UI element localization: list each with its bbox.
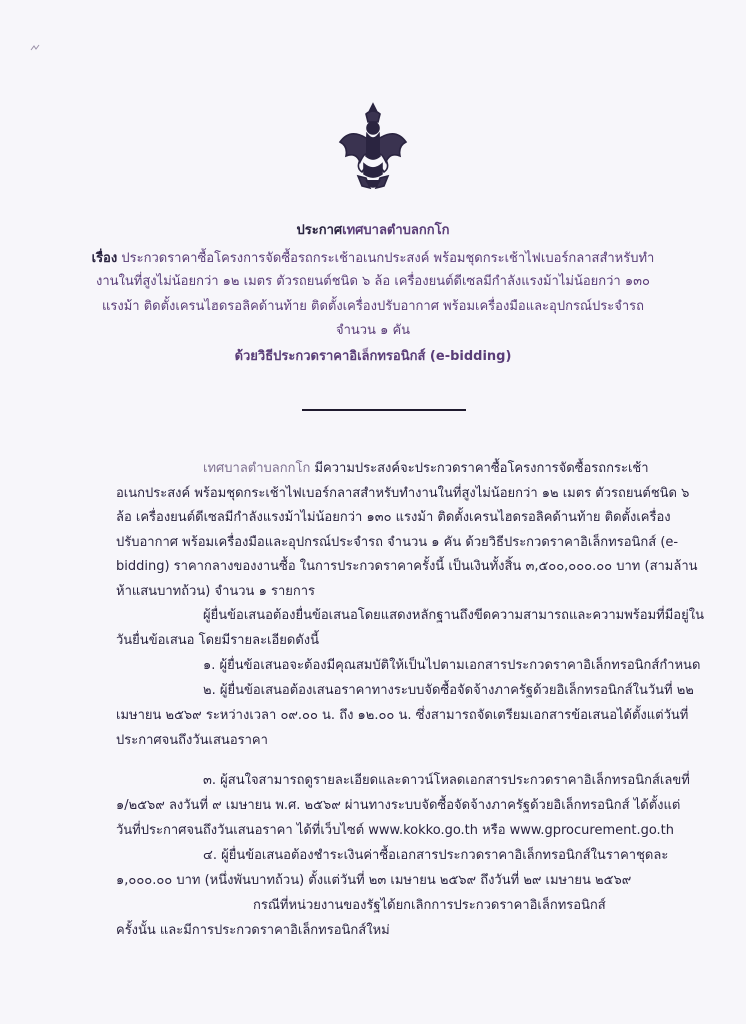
subject-line-3: แรงม้า ติดตั้งเครนไฮดรอลิคด้านท้าย ติดตั้งเครื่องปรับอากาศ พร้อมเครื่องมือและอุปกรณ์ประจำรถ bbox=[102, 299, 644, 314]
item-3-line-3: วันที่ประกาศจนถึงวันเสนอราคา ได้ที่เว็บไซต์ www.kokko.go.th หรือ www.gprocurement.go.th bbox=[116, 823, 675, 838]
item-3-line-2: ๑/๒๕๖๙ ลงวันที่ ๙ เมษายน พ.ศ. ๒๕๖๙ ผ่านทางระบบจัดซื้อจัดจ้างภาครัฐด้วยอิเล็กทรอนิกส์ ได้ตั้งแต่ bbox=[116, 798, 681, 813]
intro-line-1: เทศบาลตำบลกกโก มีความประสงค์จะประกวดราคาซื้อโครงการจัดซื้อรถกระเช้า bbox=[203, 461, 649, 476]
qualification-line-1: ผู้ยื่นข้อเสนอต้องยื่นข้อเสนอโดยแสดงหลักฐานถึงขีดความสามารถและความพร้อมที่มีอยู่ใน bbox=[203, 608, 704, 623]
subject-line-4: จำนวน ๑ คัน bbox=[335, 323, 411, 338]
intro-line-5: bidding) ราคากลางของงานซื้อ ในการประกวดราคาครั้งนี้ เป็นเงินทั้งสิ้น ๓,๕๐๐,๐๐๐.๐๐ บาท (สามล้าน bbox=[116, 559, 698, 574]
closing-line-2: ครั้งนั้น และมีการประกวดราคาอิเล็กทรอนิกส์ใหม่ bbox=[116, 923, 390, 938]
subject-label: เรื่อง bbox=[91, 251, 118, 266]
item-4-line-2: ๑,๐๐๐.๐๐ บาท (หนึ่งพันบาทถ้วน) ตั้งแต่วันที่ ๒๓ เมษายน ๒๕๖๙ ถึงวันที่ ๒๙ เมษายน ๒๕๖๙ bbox=[116, 873, 632, 888]
closing-line-1: กรณีที่หน่วยงานของรัฐได้ยกเลิกการประกวดราคาอิเล็กทรอนิกส์ bbox=[253, 898, 606, 913]
announcement-org: เทศบาลตำบลกกโก bbox=[342, 223, 450, 238]
subject-line-2: งานในที่สูงไม่น้อยกว่า ๑๒ เมตร ตัวรถยนต์ชนิด ๖ ล้อ เครื่องยนต์ดีเซลมีกำลังแรงม้าไม่น้อยกว่า ๑๓๐ bbox=[96, 274, 650, 289]
item-3-line-1: ๓. ผู้สนใจสามารถดูรายละเอียดและดาวน์โหลดเอกสารประกวดราคาอิเล็กทรอนิกส์เลขที่ bbox=[203, 773, 690, 788]
method-line: ด้วยวิธีประกวดราคาอิเล็กทรอนิกส์ (e-bidding) bbox=[234, 349, 512, 364]
intro-org: เทศบาลตำบลกกโก bbox=[203, 461, 311, 476]
item-2-line-1: ๒. ผู้ยื่นข้อเสนอต้องเสนอราคาทางระบบจัดซื้อจัดจ้างภาครัฐด้วยอิเล็กทรอนิกส์ในวันที่ ๒๒ bbox=[203, 683, 694, 698]
intro-line-4: ปรับอากาศ พร้อมเครื่องมือและอุปกรณ์ประจำรถ จำนวน ๑ คัน ด้วยวิธีประกวดราคาอิเล็กทรอนิกส์ (e- bbox=[116, 535, 679, 550]
qualification-line-2: วันยื่นข้อเสนอ โดยมีรายละเอียดดังนี้ bbox=[116, 633, 320, 648]
intro-line-6: ห้าแสนบาทถ้วน) จำนวน ๑ รายการ bbox=[116, 584, 316, 599]
divider-rule bbox=[302, 409, 466, 411]
intro-line-3: ล้อ เครื่องยนต์ดีเซลมีกำลังแรงม้าไม่น้อยกว่า ๑๓๐ แรงม้า ติดตั้งเครนไฮดรอลิคด้านท้าย ติดตั้งเครื่อง bbox=[116, 510, 671, 525]
item-1: ๑. ผู้ยื่นข้อเสนอจะต้องมีคุณสมบัติให้เป็นไปตามเอกสารประกวดราคาอิเล็กทรอนิกส์กำหนด bbox=[203, 658, 701, 673]
subject-line-1: เรื่อง ประกวดราคาซื้อโครงการจัดซื้อรถกระเช้าอเนกประสงค์ พร้อมชุดกระเช้าไฟเบอร์กลาสสำหรับทำ bbox=[91, 251, 655, 266]
intro-line-2: อเนกประสงค์ พร้อมชุดกระเช้าไฟเบอร์กลาสสำหรับทำงานในที่สูงไม่น้อยกว่า ๑๒ เมตร ตัวรถยนต์ชนิด ๖ bbox=[116, 486, 690, 501]
corner-mark-icon bbox=[30, 44, 40, 52]
item-4-line-1: ๔. ผู้ยื่นข้อเสนอต้องชำระเงินค่าซื้อเอกสารประกวดราคาอิเล็กทรอนิกส์ในราคาชุดละ bbox=[203, 848, 669, 863]
item-2-line-2: เมษายน ๒๕๖๙ ระหว่างเวลา ๐๙.๐๐ น. ถึง ๑๒.๐๐ น. ซึ่งสามารถจัดเตรียมเอกสารข้อเสนอได้ตั้งแต่วันที่ bbox=[116, 708, 689, 723]
garuda-emblem-icon bbox=[336, 98, 410, 198]
announcement-heading bbox=[0, 222, 746, 239]
announcement-label: ประกาศ bbox=[296, 223, 343, 238]
item-2-line-3: ประกาศจนถึงวันเสนอราคา bbox=[116, 733, 268, 748]
